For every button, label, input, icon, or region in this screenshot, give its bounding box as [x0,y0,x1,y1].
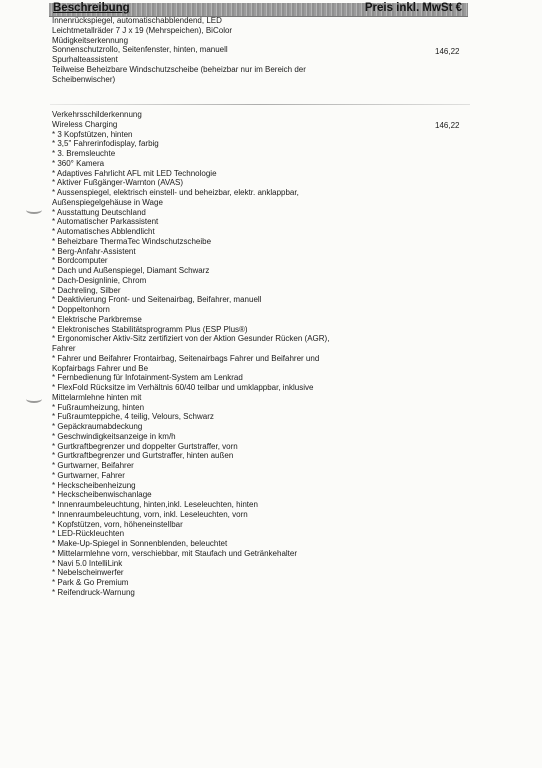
description-column-header: Beschreibung [53,2,130,14]
equipment-line: * Aussenspiegel, elektrisch einstell- und beheizbar, elektr. anklappbar, [52,188,299,197]
equipment-line: Kopfairbags Fahrer und Be [52,363,149,373]
equipment-line: * Elektronisches Stabilitätsprogramm Plus (ESP Plus®) [52,324,248,334]
equipment-line: * Beheizbare ThermaTec Windschutzscheibe [52,236,212,246]
equipment-line: * Ausstattung Deutschland [52,207,146,217]
price-column-header: Preis inkl. MwSt € [364,2,462,14]
equipment-line: * 3,5" Fahrerinfodisplay, farbig [52,139,159,149]
equipment-line: * Nebelscheinwerfer [52,568,124,578]
equipment-line: * Automatisches Abblendlicht [52,227,155,236]
equipment-line: * Reifendruck-Warnung [52,587,135,597]
equipment-line: * Doppeltonhorn [52,305,110,314]
equipment-line: * Innenraumbeleuchtung, vorn, inkl. Leseleuchten, vorn [52,509,248,519]
equipment-line: Wireless Charging [52,119,118,129]
equipment-line: * 3. Bremsleuchte [52,149,116,158]
equipment-line: * Automatischer Parkassistent [52,217,159,227]
scan-smudge-mark [26,206,42,214]
equipment-line: * Dach-Designlinie, Chrom [52,275,147,285]
equipment-line: Teilweise Beheizbare Windschutzscheibe (beheizbar nur im Bereich der [52,64,306,74]
equipment-line: * FlexFold Rücksitze im Verhältnis 60/40 teilbar und umklappbar, inklusive [52,383,314,392]
equipment-line: * Ergonomischer Aktiv-Sitz zertifiziert von der Aktion Gesunder Rücken (AGR), [52,334,330,344]
equipment-line: * Dachreling, Silber [52,285,121,295]
equipment-section-1 [52,16,412,84]
equipment-line: * Gurtwarner, Beifahrer [52,461,134,470]
equipment-line: * Aktiver Fußgänger-Warnton (AVAS) [52,178,184,188]
equipment-line: Spurhalteassistent [52,55,118,64]
equipment-line: * Berg-Anfahr-Assistent [52,246,136,256]
equipment-line: * Heckscheibenwischanlage [52,490,152,500]
equipment-line: * Elektrische Parkbremse [52,314,142,324]
equipment-line: * Fußraumheizung, hinten [52,402,145,412]
equipment-line: * Gepäckraumabdeckung [52,422,143,431]
section-2-price: 146,22 [435,121,460,130]
scan-smudge-mark [26,395,42,403]
equipment-line: * 3 Kopfstützen, hinten [52,129,133,139]
section-1-price: 146,22 [435,47,460,56]
equipment-line: * Make-Up-Spiegel in Sonnenblenden, beleuchtet [52,539,228,548]
equipment-line: * Adaptives Fahrlicht AFL mit LED Technologie [52,168,217,178]
equipment-line: Verkehrsschilderkennung [52,110,142,119]
equipment-line: Sonnenschutzrollo, Seitenfenster, hinten, manuell [52,45,228,55]
table-header [49,3,468,17]
equipment-line: * Gurtkraftbegrenzer und doppelter Gurtstraffer, vorn [52,441,238,451]
equipment-line: Fahrer [52,344,76,353]
equipment-line: * Gurtwarner, Fahrer [52,470,125,480]
equipment-line: * Dach und Außenspiegel, Diamant Schwarz [52,266,210,275]
equipment-line: * LED-Rückleuchten [52,529,125,539]
equipment-line: Müdigkeitserkennung [52,35,129,45]
equipment-line: * Park & Go Premium [52,578,129,587]
equipment-line: * Gurtkraftbegrenzer und Gurtstraffer, hinten außen [52,451,234,461]
equipment-line: * Fußraumteppiche, 4 teilig, Velours, Schwarz [52,412,214,422]
equipment-line: * Mittelarmlehne vorn, verschiebbar, mit Staufach und Getränkehalter [52,548,298,558]
equipment-line: * Geschwindigkeitsanzeige in km/h [52,431,176,441]
equipment-line: * Innenraumbeleuchtung, hinten,inkl. Leseleuchten, hinten [52,500,258,509]
equipment-line: Innenrückspiegel, automatischabblendend, LED [52,16,222,25]
equipment-line: Leichtmetallräder 7 J x 19 (Mehrspeichen), BiColor [52,25,233,35]
equipment-line: * Heckscheibenheizung [52,480,136,490]
equipment-line: * 360° Kamera [52,158,105,168]
equipment-line: Außenspiegelgehäuse in Wage [52,197,163,207]
equipment-line: * Bordcomputer [52,256,108,266]
equipment-line: * Deaktivierung Front- und Seitenairbag, Beifahrer, manuell [52,295,262,305]
equipment-section-2 [52,110,412,598]
equipment-line: * Navi 5.0 IntelliLink [52,558,123,568]
equipment-line: * Fernbedienung für Infotainment-System am Lenkrad [52,373,243,383]
equipment-line: Scheibenwischer) [52,74,116,84]
section-divider [50,104,470,105]
equipment-line: Mittelarmlehne hinten mit [52,392,142,402]
equipment-line: * Fahrer und Beifahrer Frontairbag, Seitenairbags Fahrer und Beifahrer und [52,353,320,363]
equipment-line: * Kopfstützen, vorn, höheneinstellbar [52,519,183,529]
